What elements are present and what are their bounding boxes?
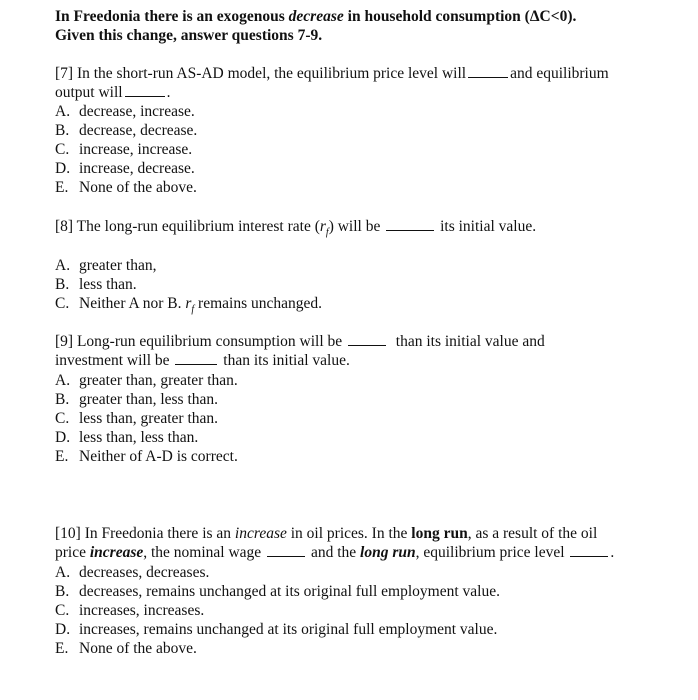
- q7-option-c: C. increase, increase.: [55, 141, 193, 158]
- answer-blank: [386, 217, 434, 231]
- intro-italic: decrease: [288, 8, 344, 25]
- answer-blank: [348, 332, 386, 346]
- q9-option-b: B. greater than, less than.: [55, 391, 219, 408]
- answer-blank: [125, 83, 165, 97]
- q9-option-a: A. greater than, greater than.: [55, 372, 238, 389]
- intro-line-2: Given this change, answer questions 7-9.: [55, 27, 323, 44]
- q9-option-c: C. less than, greater than.: [55, 410, 219, 427]
- q8-option-a: A. greater than,: [55, 257, 157, 274]
- q10-option-d: D. increases, remains unchanged at its original full employment value.: [55, 621, 498, 638]
- q10-option-e: E. None of the above.: [55, 640, 197, 657]
- answer-blank: [570, 543, 608, 557]
- answer-blank: [267, 543, 305, 557]
- q10-line-2: price increase, the nominal wage and the long run, equilibrium price level .: [55, 544, 615, 561]
- q7-text: .: [166, 84, 171, 101]
- q8-option-b: B. less than.: [55, 276, 137, 293]
- q7-text: output will: [55, 84, 123, 101]
- q10-option-b: B. decreases, remains unchanged at its original full employment value.: [55, 583, 500, 600]
- q10-option-c: C. increases, increases.: [55, 602, 205, 619]
- q7-text: and equilibrium: [510, 65, 609, 82]
- q9-option-d: D. less than, less than.: [55, 429, 199, 446]
- answer-blank: [175, 351, 217, 365]
- q7-option-a: A. decrease, increase.: [55, 103, 195, 120]
- intro-text: in household consumption (ΔC<0).: [343, 8, 577, 25]
- q8-option-c: C. Neither A nor B. $r_f$ remains unchanged.: [55, 295, 323, 316]
- q10-option-a: A. decreases, decreases.: [55, 564, 210, 581]
- q7-option-d: D. increase, decrease.: [55, 160, 195, 177]
- intro-text: In Freedonia there is an exogenous: [55, 8, 289, 25]
- q7-line-2: [55, 83, 170, 102]
- q7-option-e: E. None of the above.: [55, 179, 197, 196]
- intro-line-1: [55, 7, 576, 26]
- q7-line-1: [55, 64, 609, 83]
- q7-option-b: B. decrease, decrease.: [55, 122, 198, 139]
- q7-text: [7] In the short-run AS-AD model, the equilibrium price level will: [55, 65, 467, 82]
- q9-line-2: investment will be than its initial value.: [55, 352, 350, 369]
- q9-option-e: E. Neither of A-D is correct.: [55, 448, 238, 465]
- answer-blank: [468, 64, 508, 78]
- q10-line-1: [10] In Freedonia there is an increase in oil prices. In the long run, as a result of the oil: [55, 525, 598, 542]
- q8-line-1: [8] The long-run equilibrium interest rate $(r_f)$ will be its initial value.: [55, 218, 537, 239]
- q9-line-1: [9] Long-run equilibrium consumption will be than its initial value and: [55, 333, 545, 350]
